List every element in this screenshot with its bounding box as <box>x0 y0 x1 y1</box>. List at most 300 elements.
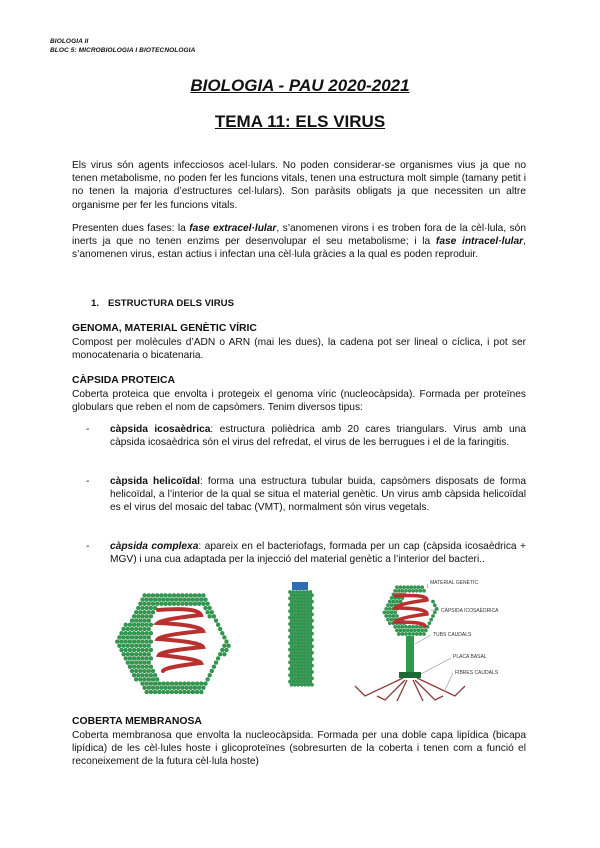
capsomer <box>307 651 310 654</box>
document-title: BIOLOGIA - PAU 2020-2021 <box>190 76 410 95</box>
capsomer <box>310 594 313 597</box>
capsomer <box>310 613 313 616</box>
capsomer <box>149 656 153 660</box>
capsomer <box>304 632 307 635</box>
capsomer <box>183 690 187 694</box>
header-course: BIOLOGIA II <box>50 38 89 45</box>
capsomer <box>395 629 398 632</box>
capsomer <box>138 661 142 665</box>
capsomer <box>397 632 400 635</box>
capsomer <box>305 610 308 613</box>
capsomer <box>297 619 300 622</box>
capsomer <box>216 623 220 627</box>
capsomer <box>147 661 151 665</box>
capsomer <box>419 625 422 628</box>
capsomer <box>406 586 409 589</box>
capsomer <box>383 611 386 614</box>
capsomer <box>302 629 305 632</box>
capsomer <box>292 654 295 657</box>
capsomer <box>408 589 411 592</box>
capsomer <box>145 682 149 686</box>
capsomer <box>299 622 302 625</box>
capsomer <box>166 598 170 602</box>
capsomer <box>310 670 313 673</box>
capsomer <box>302 654 305 657</box>
capsomer <box>136 631 140 635</box>
capsomer <box>300 670 303 673</box>
capsomer <box>185 686 189 690</box>
capsomer <box>309 642 312 645</box>
capsomer <box>180 593 184 597</box>
capsomer <box>408 632 411 635</box>
capsomer <box>297 594 300 597</box>
capsomer <box>419 589 422 592</box>
capsomer <box>293 619 296 622</box>
capsomer <box>302 661 305 664</box>
desc-complex: : apareix en el bacteriofags, formada per un cap (càpsida icosaèdrica + MGV) i una cua adaptada per la injecció del material genètic a l’interior del bacteri.. <box>110 541 526 566</box>
capsomer <box>141 648 145 652</box>
capsomer <box>293 632 296 635</box>
capsomer <box>297 613 300 616</box>
capsomer <box>295 648 298 651</box>
capsomer <box>288 622 291 625</box>
capsomer <box>397 625 400 628</box>
capsomer <box>151 610 155 614</box>
capsomer <box>134 627 138 631</box>
capsomer <box>293 683 296 686</box>
capsomer <box>288 667 291 670</box>
phases-text-2: , s’anomenen virons i es troben fora de la cèl·lula, són inerts ja que no tenen enzims per desenvolupar el seu metabolisme; i la <box>72 223 526 248</box>
label-icosahedral-capsid: CÀPSIDA ICOSAÈDRICA <box>441 608 499 614</box>
capsomer <box>290 658 293 661</box>
capsomer <box>419 632 422 635</box>
capsomer <box>305 680 308 683</box>
capsomer <box>390 596 393 599</box>
capsomer <box>145 673 149 677</box>
capsomer <box>415 632 418 635</box>
capsomer <box>191 690 195 694</box>
capsomer <box>141 673 145 677</box>
capsomer <box>210 669 214 673</box>
capsomer <box>153 673 157 677</box>
capsomer <box>132 614 136 618</box>
capsomer <box>128 656 132 660</box>
capsomer <box>410 586 413 589</box>
capsomer <box>168 593 172 597</box>
capsomer <box>297 638 300 641</box>
capsomer <box>187 598 191 602</box>
capsomer <box>124 648 128 652</box>
bacteriophage-illustration <box>335 574 535 704</box>
capsomer <box>157 690 161 694</box>
capsomer <box>404 625 407 628</box>
capsomer <box>206 677 210 681</box>
capsomer <box>422 632 425 635</box>
capsomer <box>147 644 151 648</box>
capsomer <box>299 635 302 638</box>
capsomer <box>138 602 142 606</box>
capsomer <box>293 626 296 629</box>
capsomer <box>193 602 197 606</box>
intro-paragraph: Els virus són agents infecciosos acel·lulars. No poden considerar-se organismes vius ja que no tenen metabolisme, no poden fer les funcions vitals, tenen una estructura molt simple (tamany petit i no tenen la majoria d’estructures cel·lulars). Son paràsits obligats ja que necessiten un altre organisme per fer les funcions vitals. <box>72 160 526 211</box>
capsomer <box>149 614 153 618</box>
capsomer <box>159 593 163 597</box>
capsomer <box>136 673 140 677</box>
capsomer <box>292 680 295 683</box>
capsomer <box>293 670 296 673</box>
capsomer <box>288 642 291 645</box>
capsomer <box>422 589 425 592</box>
capsomer <box>292 642 295 645</box>
capsomer <box>138 619 142 623</box>
capsida-heading: CÀPSIDA PROTEICA <box>72 375 175 386</box>
capsomer <box>297 645 300 648</box>
helical-virus-illustration <box>284 580 318 692</box>
capsomer <box>292 635 295 638</box>
capsomer <box>305 597 308 600</box>
capsomer <box>197 593 201 597</box>
capsomer <box>174 682 178 686</box>
capsomer <box>309 667 312 670</box>
capsomer <box>210 610 214 614</box>
capsomer <box>390 618 393 621</box>
capsomer <box>293 594 296 597</box>
capsomer <box>404 589 407 592</box>
capsomer <box>305 590 308 593</box>
capsomer <box>297 632 300 635</box>
capsomer <box>288 597 291 600</box>
capsomer <box>134 669 138 673</box>
capsomer <box>310 645 313 648</box>
capsomer <box>172 593 176 597</box>
capsomer <box>193 593 197 597</box>
capsomer <box>155 593 159 597</box>
capsomer <box>168 686 172 690</box>
capsomer <box>214 661 218 665</box>
section-heading-structure <box>91 298 234 309</box>
capsomer <box>290 626 293 629</box>
capsomer <box>138 669 142 673</box>
capsomer <box>147 593 151 597</box>
capsomer <box>299 597 302 600</box>
capsomer <box>153 598 157 602</box>
header-block: BLOC 5: MICROBIOLOGIA I BIOTECNOLOGIA <box>50 47 196 54</box>
capsomer <box>172 602 176 606</box>
capsomer <box>399 600 402 603</box>
capsomer <box>399 586 402 589</box>
phage-tail-fibers <box>355 678 465 701</box>
capsomer <box>421 629 424 632</box>
capsomer <box>293 645 296 648</box>
desc-icosahedral: : estructura polièdrica amb 20 cares triangulars. Virus amb una càpsida icosaèdrica són el virus del refredat, el virus de les berrugues i el de la faringitis. <box>110 424 526 449</box>
capsomer <box>183 598 187 602</box>
capsomer <box>126 644 130 648</box>
capsomer <box>162 690 166 694</box>
capsomer <box>295 667 298 670</box>
capsomer <box>309 674 312 677</box>
capsomer <box>304 658 307 661</box>
phage-base-plate <box>399 672 421 678</box>
capsomer <box>304 606 307 609</box>
capsomer <box>292 648 295 651</box>
capsomer <box>145 623 149 627</box>
capsomer <box>134 677 138 681</box>
capsomer <box>204 598 208 602</box>
capsomer <box>134 610 138 614</box>
capsomer <box>149 673 153 677</box>
capsomer <box>157 598 161 602</box>
capsomer <box>170 598 174 602</box>
capsomer <box>300 638 303 641</box>
capsomer <box>297 600 300 603</box>
capsomer <box>304 638 307 641</box>
capsomer <box>130 644 134 648</box>
capsomer <box>310 658 313 661</box>
capsomer <box>304 626 307 629</box>
capsomer <box>141 682 145 686</box>
capsomer <box>421 586 424 589</box>
capsomer <box>225 640 229 644</box>
capsomer <box>295 642 298 645</box>
capsomer <box>290 683 293 686</box>
capsomer <box>299 661 302 664</box>
capsomer <box>297 658 300 661</box>
capsomer <box>117 644 121 648</box>
capsomer <box>195 690 199 694</box>
capsomer <box>149 598 153 602</box>
capsomer <box>174 690 178 694</box>
capsomer <box>299 642 302 645</box>
capsomer <box>390 604 393 607</box>
capsomer <box>302 597 305 600</box>
phage-tail-tube <box>406 636 414 672</box>
capsomer <box>431 600 434 603</box>
capsomer <box>290 594 293 597</box>
capsomer <box>288 648 291 651</box>
capsomer <box>385 607 388 610</box>
capsomer <box>310 677 313 680</box>
capsomer <box>153 690 157 694</box>
capsomer <box>305 603 308 606</box>
capsomer <box>126 627 130 631</box>
capsomer <box>120 631 124 635</box>
capsomer <box>222 635 226 639</box>
capsomer <box>309 648 312 651</box>
capsomer <box>310 632 313 635</box>
capsomer <box>162 598 166 602</box>
capsomer <box>300 594 303 597</box>
capsomer <box>297 670 300 673</box>
capsomer <box>145 648 149 652</box>
capsomer <box>307 645 310 648</box>
capsomer <box>295 674 298 677</box>
capsomer <box>220 631 224 635</box>
capsomer <box>386 604 389 607</box>
capsomer <box>134 661 138 665</box>
capsomer <box>208 673 212 677</box>
capsomer <box>124 631 128 635</box>
capsomer <box>149 648 153 652</box>
label-tail-tubes: TUBS CAUDALS <box>433 632 472 638</box>
capsomer <box>394 589 397 592</box>
capsomer <box>417 586 420 589</box>
capsomer <box>132 623 136 627</box>
capsomer <box>288 610 291 613</box>
capsomer <box>304 600 307 603</box>
capsomer <box>138 610 142 614</box>
capsomer <box>143 652 147 656</box>
capsomer <box>395 614 398 617</box>
capsomer <box>293 658 296 661</box>
capsomer <box>149 640 153 644</box>
capsomer <box>410 629 413 632</box>
capsomer <box>145 598 149 602</box>
capsomer <box>136 648 140 652</box>
capsomer <box>388 600 391 603</box>
capsomer <box>220 648 224 652</box>
capsomer <box>122 627 126 631</box>
capsomer <box>145 690 149 694</box>
capsomer <box>304 651 307 654</box>
capsomer <box>143 677 147 681</box>
capsomer <box>290 670 293 673</box>
term-icosahedral: càpsida icosaèdrica <box>110 424 211 435</box>
capsomer <box>120 640 124 644</box>
capsomer <box>394 625 397 628</box>
list-dash: - <box>86 541 90 552</box>
capsomer <box>197 602 201 606</box>
capsomer <box>304 664 307 667</box>
capsomer <box>143 602 147 606</box>
capsomer <box>431 614 434 617</box>
capsomer <box>297 683 300 686</box>
capsomer <box>128 665 132 669</box>
capsomer <box>300 606 303 609</box>
capsomer <box>300 619 303 622</box>
capsomer <box>412 589 415 592</box>
capsomer <box>185 602 189 606</box>
capsomer <box>189 686 193 690</box>
capsomer <box>288 654 291 657</box>
capsomer <box>138 635 142 639</box>
capsomer <box>145 640 149 644</box>
capsomer <box>401 589 404 592</box>
capsomer <box>292 610 295 613</box>
capsomer <box>292 616 295 619</box>
capsomer <box>295 654 298 657</box>
capsomer <box>128 623 132 627</box>
helical-cap <box>292 582 308 590</box>
capsomer <box>290 619 293 622</box>
list-dash: - <box>86 424 90 435</box>
capsomer <box>288 590 291 593</box>
capsomer <box>412 625 415 628</box>
capsomer <box>295 597 298 600</box>
capsomer <box>132 640 136 644</box>
capsomer <box>305 629 308 632</box>
capsomer <box>297 626 300 629</box>
capsomer <box>216 656 220 660</box>
capsomer <box>147 652 151 656</box>
genoma-text: Compost per molècules d’ADN o ARN (mai les dues), la cadena pot ser lineal o cíclica, i pot ser monocatenaria o bicatenaria. <box>72 337 526 362</box>
capsomer <box>292 603 295 606</box>
capsomer <box>299 648 302 651</box>
capsomer <box>309 654 312 657</box>
capsomer <box>222 652 226 656</box>
capsomer <box>295 680 298 683</box>
capsomer <box>155 686 159 690</box>
capsomer <box>290 632 293 635</box>
capsomer <box>310 664 313 667</box>
capsomer <box>424 629 427 632</box>
capsomer <box>222 644 226 648</box>
capsomer <box>395 586 398 589</box>
capsomer <box>290 613 293 616</box>
capsomer <box>199 682 203 686</box>
phase-intracellular-term: fase intracel·lular <box>435 236 524 248</box>
capsomer <box>307 613 310 616</box>
capsomer <box>147 602 151 606</box>
capsomer <box>304 683 307 686</box>
capsomer <box>120 648 124 652</box>
capsomer <box>386 611 389 614</box>
capsomer <box>227 644 231 648</box>
label-genetic-material: MATERIAL GENÈTIC <box>430 580 479 586</box>
phases-paragraph <box>72 222 526 262</box>
capsomer <box>302 667 305 670</box>
capsomer <box>413 586 416 589</box>
capsomer <box>143 661 147 665</box>
capsomer <box>147 669 151 673</box>
capsomer <box>307 658 310 661</box>
capsomer <box>143 669 147 673</box>
capsomer <box>208 606 212 610</box>
capsomer <box>292 590 295 593</box>
capsomer <box>292 597 295 600</box>
capsomer <box>305 622 308 625</box>
capsomer <box>193 686 197 690</box>
capsomer <box>295 603 298 606</box>
capsomer <box>295 635 298 638</box>
capsomer <box>307 638 310 641</box>
capsomer <box>143 627 147 631</box>
capsomer <box>128 631 132 635</box>
capsomer <box>168 602 172 606</box>
capsomer <box>401 632 404 635</box>
capsomer <box>195 598 199 602</box>
capsomer <box>187 690 191 694</box>
capsomer <box>201 686 205 690</box>
capsomer <box>166 690 170 694</box>
capsomer <box>130 669 134 673</box>
capsomer <box>309 597 312 600</box>
genoma-heading: GENOMA, MATERIAL GENÈTIC VÍRIC <box>72 323 257 334</box>
capsomer <box>151 677 155 681</box>
capsomer <box>145 614 149 618</box>
capsida-text: Coberta proteica que envolta i protegeix el genoma víric (nucleocàpsida). Formada per proteïnes globulars que reben el nom de capsòmers. Tenim diversos tipus: <box>72 389 526 414</box>
capsomer <box>134 635 138 639</box>
capsomer <box>304 594 307 597</box>
capsomer <box>124 656 128 660</box>
capsomer <box>309 616 312 619</box>
capsomer <box>415 625 418 628</box>
phage-head-capsid <box>383 586 439 636</box>
capsomer <box>201 593 205 597</box>
capsomer <box>309 610 312 613</box>
capsomer <box>302 603 305 606</box>
capsomer <box>288 616 291 619</box>
capsomer <box>206 602 210 606</box>
